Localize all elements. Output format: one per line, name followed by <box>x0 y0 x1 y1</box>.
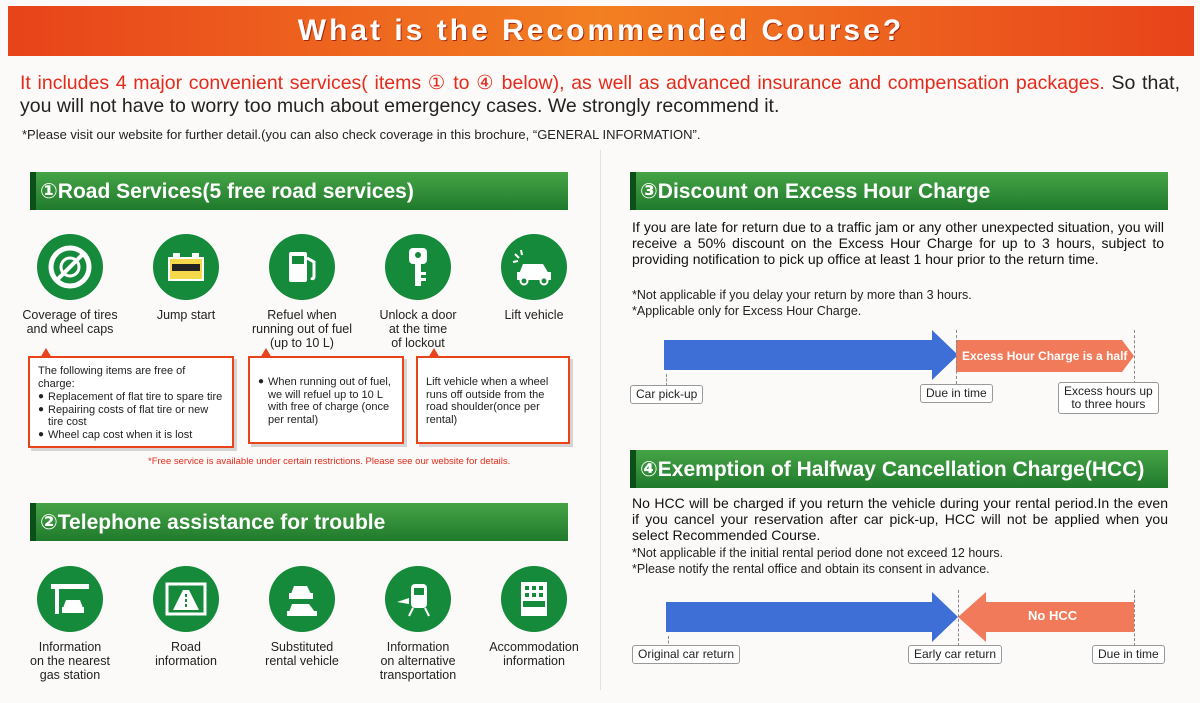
tick-line <box>1134 590 1135 646</box>
gas-station-icon <box>37 566 103 632</box>
excess-hours-label: Excess hours up to three hours <box>1058 382 1159 414</box>
callout-bullet: ● Repairing costs of flat tire or new tire cost <box>38 404 224 429</box>
telephone-item <box>476 566 592 682</box>
early-return-label: Early car return <box>908 645 1002 664</box>
due-in-time-label: Due in time <box>920 384 993 403</box>
road-service-item <box>128 234 244 350</box>
road-service-item <box>360 234 476 350</box>
key-icon <box>385 234 451 300</box>
section3-note: *Not applicable if you delay your return by more than 3 hours. <box>632 288 972 302</box>
intro-black-text: So that, you will not have to worry too much about emergency cases. We strongly recommend it. <box>20 72 1180 117</box>
callout-bullet: ● When running out of fuel, we will refuel up to 10 L with free of charge (once per rental) <box>258 376 394 426</box>
section3-paragraph: If you are late for return due to a traffic jam or any other unexpected situation, you will receive a 50% discount on the Excess Hour Charge for up to 3 hours, subject to providing notification to pick up office at least 1 hour prior to the return time. <box>632 219 1164 267</box>
telephone-item <box>128 566 244 682</box>
tick-line <box>958 590 959 646</box>
lift-callout <box>416 356 570 444</box>
callout-intro: The following items are free of charge: <box>38 365 186 390</box>
callout-bullet-list <box>258 376 394 426</box>
excess-half-label: Excess Hour Charge is a half <box>962 349 1128 363</box>
section3-title: ③Discount on Excess Hour Charge <box>640 179 991 203</box>
train-plane-icon <box>385 566 451 632</box>
section2-title: ②Telephone assistance for trouble <box>40 510 386 534</box>
road-service-label: Lift vehicle <box>504 308 564 322</box>
callout-bullet: ● Replacement of flat tire to spare tire <box>38 391 224 404</box>
section2-header <box>30 503 568 541</box>
fuel-callout <box>248 356 404 444</box>
telephone-label: Information on the nearest gas station <box>30 640 110 682</box>
road-service-label: Coverage of tires and wheel caps <box>22 308 118 336</box>
road-service-label: Refuel when running out of fuel (up to 10 L) <box>251 308 353 350</box>
no-hcc-label: No HCC <box>1028 608 1078 623</box>
page-fold-divider <box>600 150 601 690</box>
road-service-item <box>244 234 360 350</box>
free-service-note: *Free service is available under certain restrictions. Please see our website for details. <box>148 456 511 467</box>
tick-line <box>1134 330 1135 384</box>
section2-icon-row <box>12 566 592 682</box>
section3-note: *Applicable only for Excess Hour Charge. <box>632 304 862 318</box>
section1-icon-row <box>12 234 592 350</box>
car-crash-icon <box>501 234 567 300</box>
page-banner <box>8 6 1194 56</box>
tick-line <box>956 330 957 384</box>
road-icon <box>153 566 219 632</box>
telephone-label: Information on alternative transportation <box>379 640 457 682</box>
section4-paragraph: No HCC will be charged if you return the vehicle during your rental period.In the even if you cancel your reservation after car pick-up, HCC will not be applied when you select Recommended Course. <box>632 495 1168 543</box>
intro-paragraph <box>20 72 1180 118</box>
section1-title: ①Road Services(5 free road services) <box>40 179 414 203</box>
hotel-icon <box>501 566 567 632</box>
telephone-item <box>12 566 128 682</box>
tire-callout <box>28 356 234 448</box>
telephone-label: Road information <box>155 640 217 668</box>
section4-note: *Please notify the rental office and obtain its consent in advance. <box>632 562 990 576</box>
car-pickup-label: Car pick-up <box>630 385 703 404</box>
road-service-label: Unlock a door at the time of lockout <box>379 308 457 350</box>
section3-header <box>630 172 1168 210</box>
callout-bullet-list <box>38 391 224 441</box>
cars-icon <box>269 566 335 632</box>
road-service-label: Jump start <box>156 308 216 322</box>
blue-arrow-rental-period <box>666 592 962 642</box>
road-service-item <box>12 234 128 350</box>
tire-icon <box>37 234 103 300</box>
section4-title: ④Exemption of Halfway Cancellation Charge(HCC) <box>640 457 1145 481</box>
road-service-item <box>476 234 592 350</box>
due-in-time-label: Due in time <box>1092 645 1165 664</box>
callout-bullet: ● Wheel cap cost when it is lost <box>38 429 224 442</box>
battery-icon <box>153 234 219 300</box>
telephone-item <box>360 566 476 682</box>
original-return-label: Original car return <box>632 645 740 664</box>
intro-red-text: It includes 4 major convenient services( items ① to ④ below), as well as advanced insurance and compensation packages. <box>20 72 1105 94</box>
telephone-item <box>244 566 360 682</box>
telephone-label: Substituted rental vehicle <box>265 640 339 668</box>
fuel-pump-icon <box>269 234 335 300</box>
page-title: What is the Recommended Course? <box>297 14 905 47</box>
intro-note: *Please visit our website for further detail.(you can also check coverage in this brochure, “GENERAL INFORMATION”. <box>22 127 701 142</box>
section4-note: *Not applicable if the initial rental period done not exceed 12 hours. <box>632 546 1004 560</box>
section4-header <box>630 450 1168 488</box>
callout-text: Lift vehicle when a wheel runs off outside from the road shoulder(once per rental) <box>426 376 549 426</box>
blue-arrow-rental-period <box>664 330 960 380</box>
section1-header <box>30 172 568 210</box>
telephone-label: Accommodation information <box>489 640 579 668</box>
